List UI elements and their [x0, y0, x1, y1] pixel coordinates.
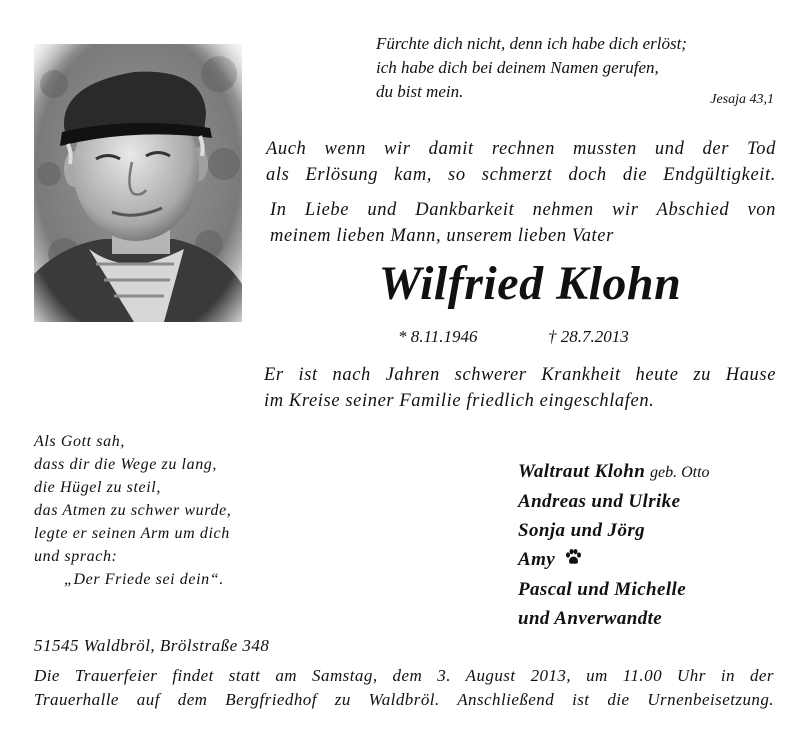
- intro-line: Auch wenn wir damit rechnen mussten und der Tod: [266, 139, 776, 159]
- poem-line: „Der Friede sei dein“.: [64, 571, 224, 588]
- family-member: Pascal und Michelle: [518, 579, 687, 600]
- passing-line: im Kreise seiner Familie friedlich eingeschlafen.: [264, 391, 655, 411]
- spouse-name: Waltraut Klohn: [518, 461, 646, 482]
- deceased-name: Wilfried Klohn: [378, 257, 682, 310]
- poem-line: Als Gott sah,: [34, 433, 125, 450]
- spouse-maiden-name: geb. Otto: [649, 464, 710, 481]
- death-date: † 28.7.2013: [548, 327, 629, 346]
- family-list: [518, 457, 710, 633]
- ceremony-line: Trauerhalle auf dem Bergfriedhof zu Waldbröl. Anschließend ist die Urnenbeisetzung.: [34, 690, 774, 709]
- quote-line: du bist mein.: [376, 82, 464, 101]
- address: 51545 Waldbröl, Brölstraße 348: [34, 636, 270, 655]
- family-member: Andreas und Ulrike: [518, 491, 681, 512]
- farewell-line: meinem lieben Mann, unserem lieben Vater: [270, 226, 614, 246]
- passing-paragraph: [264, 362, 776, 414]
- quote-line: Fürchte dich nicht, denn ich habe dich erlöst;: [376, 34, 687, 53]
- poem-line: und sprach:: [34, 548, 118, 565]
- intro-paragraph: [266, 136, 776, 188]
- poem-line: das Atmen zu schwer wurde,: [34, 502, 232, 519]
- poem-line: dass dir die Wege zu lang,: [34, 456, 218, 473]
- ceremony-info: [34, 664, 774, 712]
- poem-line: die Hügel zu steil,: [34, 479, 161, 496]
- paw-print-icon: [564, 546, 582, 575]
- portrait-photo: [34, 44, 242, 322]
- poem: [34, 430, 231, 591]
- family-member-with-pet: [518, 545, 710, 575]
- family-member: Amy: [518, 549, 556, 570]
- passing-line: Er ist nach Jahren schwerer Krankheit heute zu Hause: [264, 365, 776, 385]
- farewell-line: In Liebe und Dankbarkeit nehmen wir Abschied von: [270, 200, 776, 220]
- family-member: Sonja und Jörg: [518, 520, 646, 541]
- poem-line: legte er seinen Arm um dich: [34, 525, 230, 542]
- spouse-line: [518, 457, 710, 487]
- family-member: und Anverwandte: [518, 608, 663, 629]
- quote-line: ich habe dich bei deinem Namen gerufen,: [376, 58, 659, 77]
- farewell-paragraph: [270, 197, 776, 249]
- quote-source: Jesaja 43,1: [710, 92, 774, 107]
- ceremony-line: Die Trauerfeier findet statt am Samstag, dem 3. August 2013, um 11.00 Uhr in der: [34, 666, 774, 685]
- intro-line: als Erlösung kam, so schmerzt doch die Endgültigkeit.: [266, 165, 776, 185]
- birth-date: * 8.11.1946: [398, 327, 478, 346]
